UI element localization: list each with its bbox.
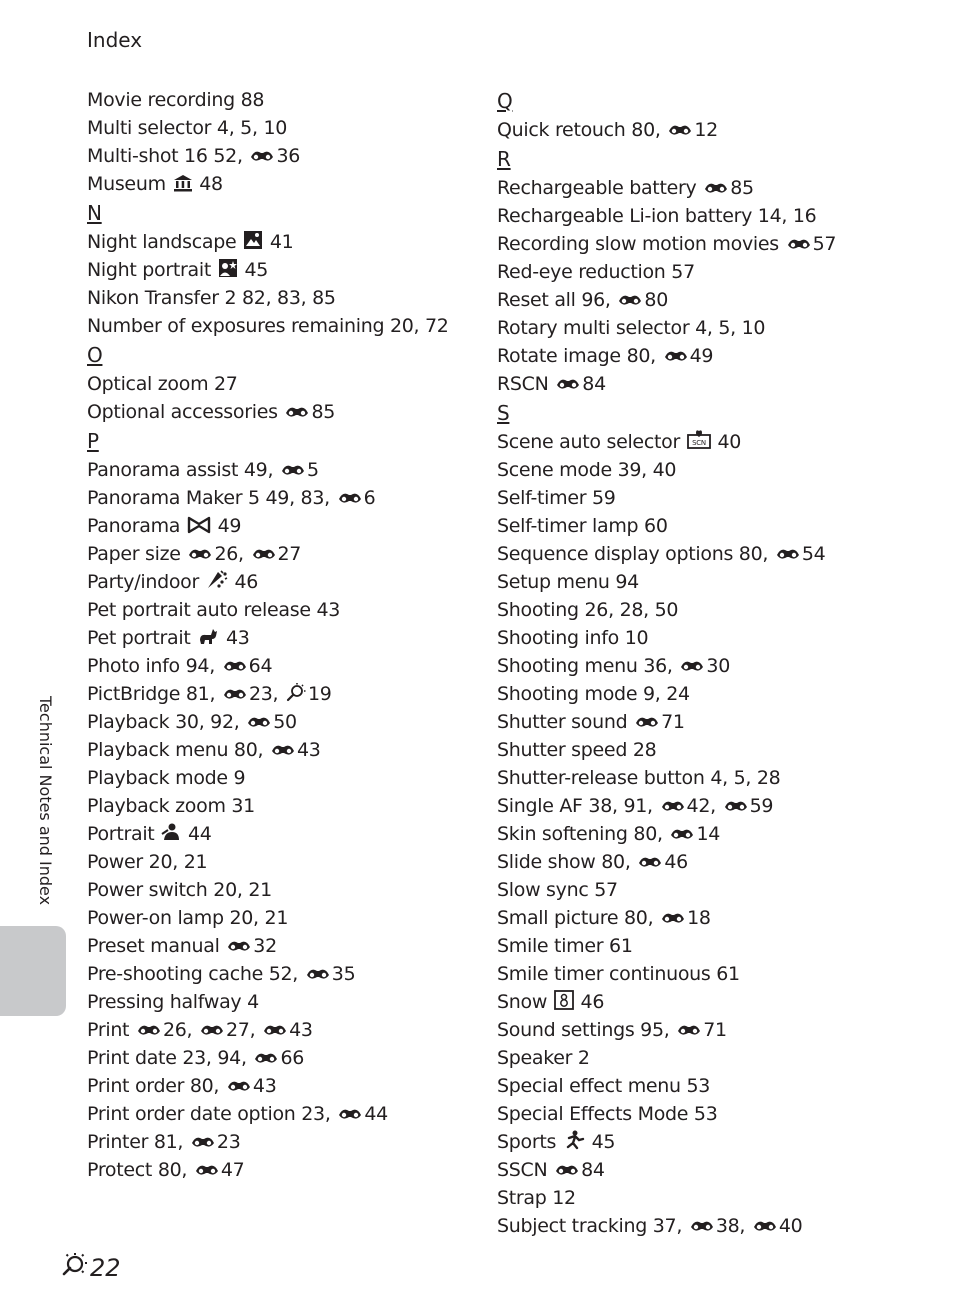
index-entry <box>87 398 487 426</box>
reference-icon <box>337 1102 363 1130</box>
entry-text: Panorama assist 49, <box>87 459 279 481</box>
index-entry <box>497 540 897 568</box>
entry-text: 44 <box>182 823 212 845</box>
entry-text: Pre-shooting cache 52, <box>87 963 304 985</box>
index-entry <box>87 456 487 484</box>
entry-text: Portrait <box>87 823 161 845</box>
entry-text: Reset all 96, <box>497 289 617 311</box>
index-entry <box>497 708 897 736</box>
entry-text: Rechargeable battery <box>497 177 703 199</box>
entry-text: 40 <box>778 1215 803 1237</box>
entry-text: SSCN <box>497 1159 554 1181</box>
snow-icon <box>554 990 574 1018</box>
index-letter-heading <box>87 340 487 370</box>
index-entry <box>87 170 487 198</box>
entry-text: R <box>497 147 511 171</box>
index-entry <box>87 1016 487 1044</box>
index-entry <box>87 540 487 568</box>
entry-text: Print date 23, 94, <box>87 1047 253 1069</box>
index-entry <box>87 932 487 960</box>
entry-text: 40 <box>711 431 742 453</box>
index-entry <box>87 596 487 624</box>
entry-text: 41 <box>264 231 294 253</box>
entry-text: 5 <box>306 459 319 481</box>
reference-icon <box>660 906 686 934</box>
party-icon <box>206 570 228 598</box>
entry-text: Special Effects Mode 53 <box>497 1103 718 1125</box>
entry-text: Slow sync 57 <box>497 879 618 901</box>
entry-text: Setup menu 94 <box>497 571 639 593</box>
index-entry <box>497 174 897 202</box>
entry-text: 45 <box>585 1131 616 1153</box>
entry-text: 80 <box>644 289 668 311</box>
index-entry <box>87 1044 487 1072</box>
entry-text: Self-timer lamp 60 <box>497 515 668 537</box>
index-entry <box>497 1044 897 1072</box>
page-footer <box>60 1250 121 1285</box>
index-entry <box>497 960 897 988</box>
chapter-tab <box>0 926 66 1016</box>
index-column-left <box>87 86 487 1184</box>
entry-text: RSCN <box>497 373 555 395</box>
entry-text: 43 <box>297 739 321 761</box>
entry-text: Playback mode 9 <box>87 767 246 789</box>
pet-icon <box>197 626 219 654</box>
entry-text: Shooting info 10 <box>497 627 649 649</box>
entry-text: Strap 12 <box>497 1187 576 1209</box>
entry-text: Scene mode 39, 40 <box>497 459 677 481</box>
entry-text: Night portrait <box>87 259 217 281</box>
entry-text: Museum <box>87 173 172 195</box>
entry-text: Shooting mode 9, 24 <box>497 683 690 705</box>
entry-text: Q <box>497 89 513 113</box>
index-entry <box>497 624 897 652</box>
index-letter-heading <box>497 144 897 174</box>
entry-text: PictBridge 81, <box>87 683 221 705</box>
page-number: 22 <box>90 1253 121 1282</box>
entry-text: Multi selector 4, 5, 10 <box>87 117 288 139</box>
index-entry <box>87 1072 487 1100</box>
entry-text: Red-eye reduction 57 <box>497 261 695 283</box>
index-entry <box>497 876 897 904</box>
entry-text: Movie recording 88 <box>87 89 265 111</box>
museum-icon <box>173 172 193 200</box>
entry-text: 85 <box>311 401 336 423</box>
index-entry <box>87 904 487 932</box>
reference-icon <box>262 1018 288 1046</box>
entry-text: 49 <box>689 345 714 367</box>
entry-text: Sequence display options 80, <box>497 543 774 565</box>
entry-text: Power-on lamp 20, 21 <box>87 907 289 929</box>
entry-text: 23, <box>248 683 285 705</box>
entry-text: Scene auto selector <box>497 431 686 453</box>
index-entry <box>497 988 897 1016</box>
reference-icon <box>667 118 693 146</box>
entry-text: Shutter speed 28 <box>497 739 657 761</box>
entry-text: Snow <box>497 991 553 1013</box>
entry-text: 54 <box>801 543 826 565</box>
entry-text: Multi-shot 16 52, <box>87 145 249 167</box>
reference-icon <box>246 710 272 738</box>
reference-icon <box>337 486 363 514</box>
entry-text: Speaker 2 <box>497 1047 590 1069</box>
index-entry <box>87 988 487 1016</box>
index-entry <box>87 820 487 848</box>
index-entry <box>497 1100 897 1128</box>
index-entry <box>497 512 897 540</box>
entry-text: Sports <box>497 1131 562 1153</box>
reference-icon <box>689 1214 715 1242</box>
index-entry <box>87 512 487 540</box>
reference-icon <box>786 232 812 260</box>
tech-notes-icon <box>285 682 307 710</box>
entry-text: 46 <box>228 571 259 593</box>
entry-text: 32 <box>253 935 277 957</box>
reference-icon <box>199 1018 225 1046</box>
index-entry <box>497 596 897 624</box>
reference-icon <box>253 1046 279 1074</box>
entry-text: Self-timer 59 <box>497 487 616 509</box>
entry-text: 48 <box>193 173 223 195</box>
page-header: Index <box>87 28 143 52</box>
entry-text: 45 <box>238 259 269 281</box>
entry-text: 36 <box>276 145 301 167</box>
index-entry <box>497 202 897 230</box>
index-entry <box>87 792 487 820</box>
index-entry <box>497 1128 897 1156</box>
reference-icon <box>251 542 277 570</box>
reference-icon <box>617 288 643 316</box>
index-entry <box>87 1128 487 1156</box>
index-entry <box>497 1156 897 1184</box>
reference-icon <box>663 344 689 372</box>
entry-text: 49 <box>211 515 242 537</box>
index-entry <box>497 116 897 144</box>
entry-text: Number of exposures remaining 20, 72 <box>87 315 449 337</box>
entry-text: Shutter-release button 4, 5, 28 <box>497 767 781 789</box>
entry-text: 66 <box>280 1047 305 1069</box>
entry-text: Playback 30, 92, <box>87 711 246 733</box>
entry-text: Pet portrait auto release 43 <box>87 599 341 621</box>
reference-icon <box>136 1018 162 1046</box>
index-entry <box>497 652 897 680</box>
entry-text: 50 <box>273 711 297 733</box>
entry-text: 27, <box>226 1019 262 1041</box>
index-entry <box>87 736 487 764</box>
entry-text: 59 <box>749 795 774 817</box>
entry-text: Smile timer continuous 61 <box>497 963 740 985</box>
entry-text: Sound settings 95, <box>497 1019 676 1041</box>
entry-text: S <box>497 401 510 425</box>
index-entry <box>87 284 487 312</box>
reference-icon <box>222 682 248 710</box>
entry-text: Slide show 80, <box>497 851 637 873</box>
index-entry <box>87 86 487 114</box>
entry-text: Pressing halfway 4 <box>87 991 259 1013</box>
index-entry <box>497 736 897 764</box>
index-entry <box>497 258 897 286</box>
entry-text: Paper size <box>87 543 187 565</box>
reference-icon <box>637 850 663 878</box>
reference-icon <box>280 458 306 486</box>
entry-text: Print order 80, <box>87 1075 225 1097</box>
index-entry <box>497 286 897 314</box>
entry-text: 19 <box>308 683 332 705</box>
entry-text: Pet portrait <box>87 627 197 649</box>
index-entry <box>497 848 897 876</box>
entry-text: 42, <box>686 795 722 817</box>
entry-text: 84 <box>581 1159 605 1181</box>
index-entry <box>497 904 897 932</box>
reference-icon <box>270 738 296 766</box>
entry-text: Panorama Maker 5 49, 83, <box>87 487 336 509</box>
entry-text: Subject tracking 37, <box>497 1215 688 1237</box>
entry-text: 6 <box>363 487 376 509</box>
entry-text: Print <box>87 1019 135 1041</box>
reference-icon <box>249 144 275 172</box>
index-entry <box>497 314 897 342</box>
scene-auto-icon <box>687 430 711 458</box>
index-entry <box>497 1016 897 1044</box>
entry-text: P <box>87 429 99 453</box>
reference-icon <box>775 542 801 570</box>
reference-icon <box>634 710 660 738</box>
index-entry <box>87 708 487 736</box>
entry-text: Nikon Transfer 2 82, 83, 85 <box>87 287 336 309</box>
index-entry <box>87 1156 487 1184</box>
reference-icon <box>676 1018 702 1046</box>
index-entry <box>497 1072 897 1100</box>
entry-text: 46 <box>574 991 605 1013</box>
index-entry <box>87 142 487 170</box>
index-entry <box>497 820 897 848</box>
index-entry <box>87 876 487 904</box>
entry-text: 26, <box>162 1019 199 1041</box>
index-letter-heading <box>87 426 487 456</box>
entry-text: 43 <box>252 1075 277 1097</box>
index-entry <box>497 370 897 398</box>
index-letter-heading <box>497 86 897 116</box>
entry-text: Small picture 80, <box>497 907 660 929</box>
index-entry <box>87 256 487 284</box>
index-entry <box>87 484 487 512</box>
index-entry <box>497 456 897 484</box>
reference-icon <box>194 1158 220 1186</box>
entry-text: Power switch 20, 21 <box>87 879 272 901</box>
night-portrait-icon <box>218 258 238 286</box>
entry-text: 57 <box>812 233 837 255</box>
index-entry <box>497 680 897 708</box>
reference-icon <box>554 1158 580 1186</box>
index-entry <box>87 568 487 596</box>
index-entry <box>497 342 897 370</box>
entry-text: 35 <box>331 963 356 985</box>
entry-text: 47 <box>220 1159 245 1181</box>
index-entry <box>87 680 487 708</box>
entry-text: Printer 81, <box>87 1131 189 1153</box>
entry-text: Optical zoom 27 <box>87 373 238 395</box>
entry-text: 23 <box>216 1131 241 1153</box>
entry-text: 27 <box>277 543 302 565</box>
entry-text: 64 <box>248 655 273 677</box>
chapter-label: Technical Notes and Index <box>36 696 55 906</box>
reference-icon <box>226 934 252 962</box>
index-letter-heading <box>497 398 897 428</box>
entry-text: 71 <box>661 711 685 733</box>
entry-text: Shooting 26, 28, 50 <box>497 599 679 621</box>
reference-icon <box>305 962 331 990</box>
index-entry <box>87 370 487 398</box>
entry-text: 43 <box>289 1019 313 1041</box>
entry-text: Skin softening 80, <box>497 823 669 845</box>
index-entry <box>87 624 487 652</box>
entry-text: 18 <box>687 907 711 929</box>
entry-text: 43 <box>220 627 250 649</box>
reference-icon <box>226 1074 252 1102</box>
reference-icon <box>284 400 310 428</box>
index-entry <box>497 1184 897 1212</box>
index-entry <box>497 568 897 596</box>
index-column-right <box>497 86 897 1240</box>
index-entry <box>87 312 487 340</box>
entry-text: 38, <box>715 1215 751 1237</box>
entry-text: Rotate image 80, <box>497 345 662 367</box>
index-entry <box>497 428 897 456</box>
entry-text: Party/indoor <box>87 571 205 593</box>
entry-text: Single AF 38, 91, <box>497 795 659 817</box>
reference-icon <box>752 1214 778 1242</box>
entry-text: 85 <box>730 177 754 199</box>
entry-text: 12 <box>694 119 718 141</box>
index-entry <box>497 932 897 960</box>
entry-text: Print order date option 23, <box>87 1103 337 1125</box>
index-entry <box>87 764 487 792</box>
entry-text: N <box>87 201 102 225</box>
reference-icon <box>555 372 581 400</box>
entry-text: Preset manual <box>87 935 226 957</box>
entry-text: Panorama <box>87 515 186 537</box>
entry-text: 84 <box>582 373 606 395</box>
entry-text: Playback menu 80, <box>87 739 269 761</box>
index-entry <box>497 764 897 792</box>
entry-text: Night landscape <box>87 231 243 253</box>
reference-icon <box>660 794 686 822</box>
entry-text: 26, <box>214 543 250 565</box>
entry-text: Power 20, 21 <box>87 851 208 873</box>
reference-icon <box>723 794 749 822</box>
index-entry <box>87 114 487 142</box>
entry-text: Protect 80, <box>87 1159 193 1181</box>
index-entry <box>87 960 487 988</box>
entry-text: Quick retouch 80, <box>497 119 667 141</box>
reference-icon <box>187 542 213 570</box>
entry-text: 71 <box>703 1019 727 1041</box>
index-entry <box>497 484 897 512</box>
svg-text:SCN: SCN <box>691 439 706 447</box>
index-entry <box>497 1212 897 1240</box>
entry-text: Playback zoom 31 <box>87 795 255 817</box>
index-letter-heading <box>87 198 487 228</box>
entry-text: Optional accessories <box>87 401 284 423</box>
entry-text: Photo info 94, <box>87 655 221 677</box>
index-entry <box>497 230 897 258</box>
index-entry <box>87 228 487 256</box>
entry-text: Smile timer 61 <box>497 935 633 957</box>
entry-text: 44 <box>364 1103 388 1125</box>
portrait-icon <box>161 822 181 850</box>
entry-text: O <box>87 343 103 367</box>
reference-icon <box>669 822 695 850</box>
entry-text: Shutter sound <box>497 711 634 733</box>
entry-text: 46 <box>664 851 688 873</box>
tech-notes-icon <box>60 1250 90 1285</box>
entry-text: Special effect menu 53 <box>497 1075 711 1097</box>
entry-text: Rechargeable Li-ion battery 14, 16 <box>497 205 817 227</box>
entry-text: 30 <box>706 655 730 677</box>
index-entry <box>87 848 487 876</box>
index-entry <box>87 652 487 680</box>
reference-icon <box>222 654 248 682</box>
entry-text: Shooting menu 36, <box>497 655 679 677</box>
index-entry <box>497 792 897 820</box>
entry-text: Rotary multi selector 4, 5, 10 <box>497 317 766 339</box>
panorama-icon <box>187 514 211 542</box>
index-entry <box>87 1100 487 1128</box>
sports-icon <box>563 1130 585 1158</box>
night-landscape-icon <box>243 230 263 258</box>
reference-icon <box>679 654 705 682</box>
reference-icon <box>190 1130 216 1158</box>
entry-text: 14 <box>696 823 721 845</box>
reference-icon <box>703 176 729 204</box>
entry-text: Recording slow motion movies <box>497 233 785 255</box>
